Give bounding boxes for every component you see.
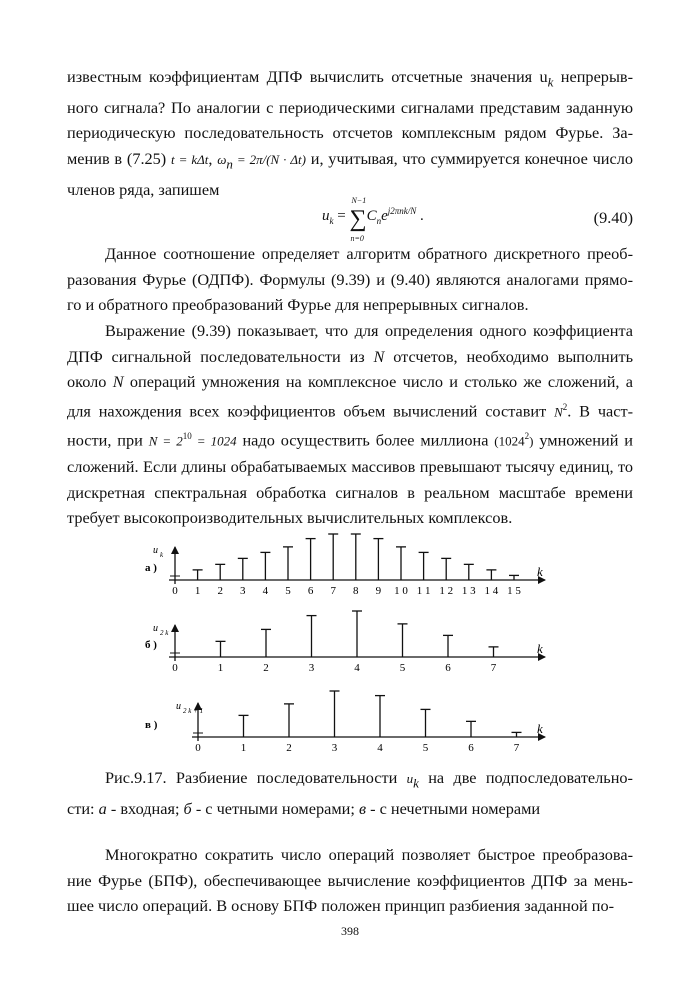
- x-axis-label: k: [537, 564, 543, 579]
- tick-label: 6: [445, 662, 451, 674]
- figure-caption: Рис.9.17. Разбиение последовательности $u_k$ на две подпоследовательно- сти: а - входная; б - с четными номерами; в - с нечетными номерами: [67, 768, 633, 818]
- formula-9-40: [67, 198, 633, 242]
- x-axis-label: k: [537, 721, 543, 736]
- tick-label: 9: [375, 585, 382, 597]
- tick-label: 2: [217, 585, 223, 597]
- tick-label: 0: [195, 742, 201, 754]
- tick-label: 6: [307, 585, 314, 597]
- tick-label: 5: [399, 662, 406, 674]
- y-axis-label: u $_{2 k + 1}$: [176, 701, 204, 715]
- x-axis-label: k: [537, 641, 543, 656]
- panel-label: б ): [145, 639, 157, 651]
- tick-label: 3: [331, 742, 338, 754]
- panel-label: в ): [145, 719, 158, 731]
- tick-label: 4: [354, 662, 360, 674]
- paragraph-4: Многократно сократить число операций позволяет быстрое преобразова- ние Фурье (БПФ), обеспечивающее вычисление коэффициентов ДПФ за мень- шее число операций. В основу БПФ положен принцип разбиения заданной по-: [67, 845, 633, 915]
- tick-label: 3: [308, 662, 315, 674]
- figure-9-17: [0, 530, 700, 760]
- tick-label: 1: [194, 585, 201, 597]
- tick-label: 0: [172, 662, 178, 674]
- paragraph-2: Данное соотношение определяет алгоритм обратного дискретного преоб- разования Фурье (ОДПФ). Формулы (9.39) и (9.40) являются аналогами прямо- го и обратного преобразований Фурье для непрерывных сигналов.: [67, 244, 633, 314]
- figure-panel-1: [145, 534, 545, 597]
- panel-label: а ): [145, 562, 157, 574]
- tick-label: 7: [513, 742, 520, 754]
- sum-operator: ∑ N−1 n=0: [349, 196, 367, 243]
- paragraph-1: известным коэффициентам ДПФ вычислить отсчетные значения $u_k$ непрерыв- ного сигнала? По аналогии с периодическими сигналами представим заданную периодическую последовательность отсчетов комплексным рядом Фурье. За- менив в (7.25) t = kΔt, $\omega_п = 2\pi/(N \cdot \Delta t)$ и, учитывая, что суммируется конечное число членов ряда, запишем: [67, 67, 633, 199]
- tick-label: 1 3: [461, 585, 476, 597]
- figure-panel-2: [145, 611, 545, 674]
- tick-label: 4: [262, 585, 269, 597]
- tick-label: 1 1: [416, 585, 431, 597]
- math-omega-eq: = 2π/(N · Δt): [232, 151, 306, 167]
- page-number: 398: [341, 924, 359, 938]
- formula-number: (9.40): [593, 208, 633, 227]
- tick-label: 2: [286, 742, 292, 754]
- tick-label: 1 2: [439, 585, 454, 597]
- y-axis-label-sub: 2 k + 1: [183, 707, 204, 715]
- tick-label: 5: [285, 585, 291, 597]
- tick-label: 6: [468, 742, 474, 754]
- tick-label: 1: [217, 662, 224, 674]
- paragraph-3: Выражение (9.39) показывает, что для определения одного коэффициента ДПФ сигнальной последовательности из N отсчетов, необходимо выполнить около N операций умножения на комплексное число и столько же сложений, а для нахождения всех коэффициентов объем вычислений составит $N^2$. В част- ности, при $N = 2^{10} = 1024$ надо осуществить более миллиона (1024$^2$) умножений и сложений. Если длины обрабатываемых массивов превышают тысячу единиц, то дискретная спектральная обработка сигналов в реальном масштабе времени требует высокопроизводительных вычислительных комплексов.: [67, 321, 634, 528]
- y-axis-label-sub: 2 k: [160, 629, 169, 637]
- tick-label: 3: [240, 585, 246, 597]
- tick-label: 1 4: [484, 585, 499, 597]
- y-axis-label-sub: k: [160, 551, 164, 559]
- tick-label: 0: [172, 585, 178, 597]
- y-axis-label: u $_{2 k}$: [153, 623, 169, 637]
- tick-label: 1: [240, 742, 247, 754]
- tick-label: 7: [330, 585, 336, 597]
- figure-panel-3: [145, 691, 545, 754]
- formula-expression: $u_k$ = ∑ N−1 n=0 $C_ne^{j2\pi nk/N}$ .: [322, 196, 424, 243]
- math-t-eq: t = kΔt: [171, 151, 209, 167]
- tick-label: 1 5: [507, 585, 521, 597]
- tick-label: 7: [490, 662, 497, 674]
- tick-label: 8: [353, 585, 359, 597]
- tick-label: 4: [377, 742, 383, 754]
- tick-label: 2: [263, 662, 269, 674]
- tick-label: 1 0: [394, 585, 408, 597]
- y-axis-label: u $_k$: [153, 545, 164, 559]
- tick-label: 5: [422, 742, 429, 754]
